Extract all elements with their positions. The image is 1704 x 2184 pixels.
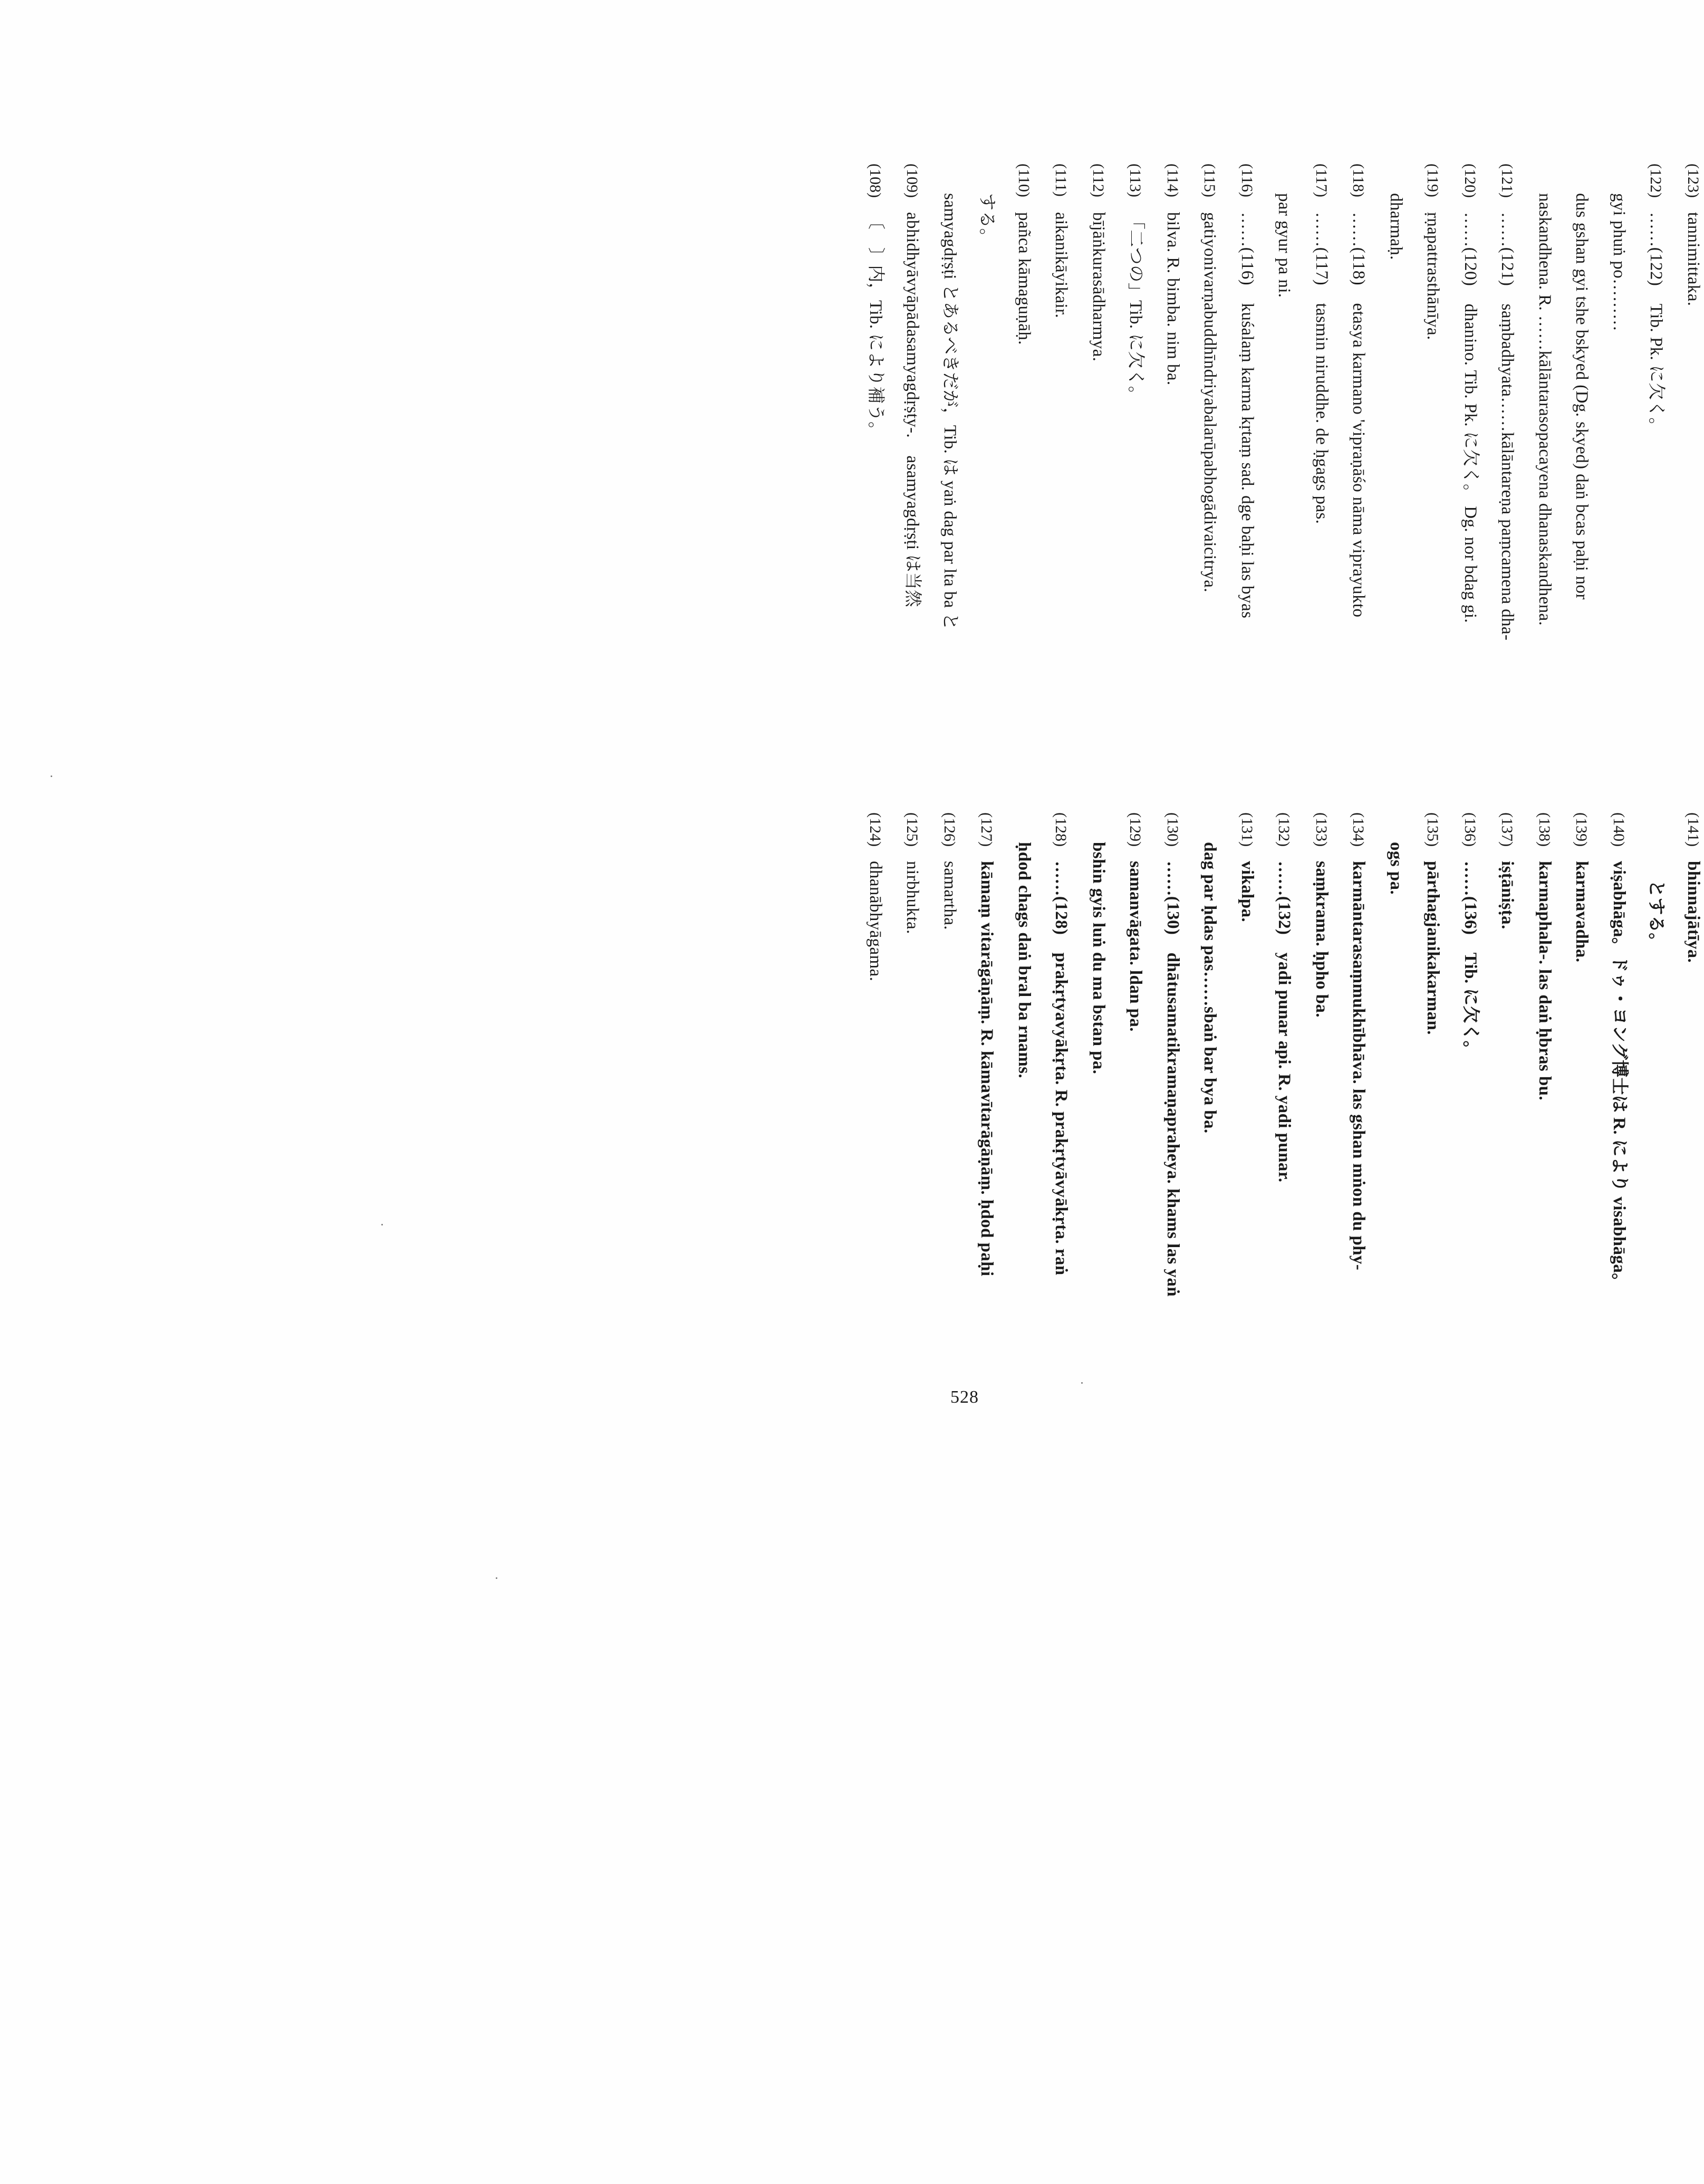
scan-speck [496, 1577, 497, 1579]
footnote-number: (119) [1424, 164, 1442, 197]
footnote-line [1497, 812, 1518, 930]
footnote-text: dus gshan gyi tshe bskyed (Dg. skyed) daṅ bcas paḥi nor [1572, 193, 1592, 600]
footnote-line [1572, 164, 1593, 600]
footnote-text: ……(117) tasmin niruddhe. de ḥgags pas. [1312, 212, 1331, 524]
footnote-text: nirbhukta. [903, 861, 922, 934]
footnote-line [1682, 164, 1704, 306]
footnote-number: (136) [1461, 812, 1479, 847]
footnote-line [1162, 164, 1183, 386]
footnote-text: ……(116) kuśalaṃ karma kṛtaṃ sad. dge baḥi las byas [1238, 212, 1257, 619]
footnote-number: (140) [1610, 812, 1628, 847]
footnote-line [1534, 164, 1555, 626]
footnote-text: する。 [977, 193, 997, 246]
footnote-number: (135) [1424, 812, 1442, 847]
footnote-number: (125) [903, 812, 921, 847]
footnote-number: (133) [1313, 812, 1330, 847]
footnote-line [1051, 812, 1072, 1275]
footnote-line [977, 164, 998, 246]
footnote-line [1459, 812, 1481, 1058]
footnote-line [1497, 164, 1518, 640]
footnote-number: (115) [1201, 164, 1219, 197]
footnote-text: bījāṅkurasādharmya. [1089, 212, 1108, 362]
footnote-line [1274, 812, 1295, 1182]
footnote-text: 「二つの」Tib. に欠く。 [1126, 212, 1145, 404]
footnote-text: ……(122) Tib. Pk. に欠く。 [1647, 212, 1666, 435]
footnote-text: iṣṭāniṣṭa. [1498, 861, 1517, 930]
footnote-number: (108) [867, 164, 884, 198]
footnote-text: dharmaḥ. [1387, 193, 1405, 260]
footnote-text: tannimittaka. [1684, 212, 1703, 306]
scan-speck [1081, 1382, 1083, 1384]
footnote-number: (121) [1498, 164, 1516, 198]
footnote-number: (132) [1275, 812, 1293, 847]
footnote-number: (117) [1313, 164, 1330, 197]
footnote-number: (137) [1498, 812, 1516, 847]
footnote-number: (112) [1090, 164, 1107, 197]
scan-speck [51, 775, 52, 777]
footnote-number: (131) [1238, 812, 1256, 847]
footnote-text: とする。 [1647, 880, 1666, 951]
footnote-number: (134) [1350, 812, 1368, 847]
footnote-line [939, 164, 960, 630]
footnote-number: (120) [1461, 164, 1479, 198]
footnote-text: par gyur pa ni. [1275, 193, 1294, 298]
footnote-text: samanvāgata. ldan pa. [1126, 861, 1145, 1032]
footnote-line [1199, 164, 1221, 592]
footnote-line [1348, 164, 1370, 617]
footnote-text: ……(128) prakṛtyavyākṛta. R. prakṛtyāvyākṛta. raṅ [1052, 861, 1071, 1276]
footnote-line [1609, 164, 1630, 331]
footnote-text: vikalpa. [1238, 861, 1257, 922]
footnote-text: pārthagjanikakarman. [1423, 861, 1443, 1035]
footnote-line [1608, 812, 1630, 1291]
footnote-text: dag par ḥdas pas……sbaṅ bar bya ba. [1200, 842, 1220, 1134]
footnote-number: (127) [978, 812, 996, 847]
footnote-number: (138) [1536, 812, 1553, 847]
footnote-line [1125, 812, 1147, 1032]
footnote-number: (129) [1127, 812, 1144, 847]
footnote-text: ṛṇapattrasthānīya. [1423, 212, 1443, 340]
footnote-number: (123) [1684, 164, 1702, 198]
footnote-text: dhanābhyāgama. [866, 861, 885, 982]
footnote-line [1422, 812, 1444, 1035]
footnote-number: (128) [1052, 812, 1070, 847]
footnote-line [1051, 164, 1072, 318]
footnote-text: 〔 〕内，Tib. により補う。 [866, 212, 885, 439]
footnote-number: (118) [1350, 164, 1368, 197]
footnote-text: viṣabhāga。ドゥ・ヨング博士は R. により visabhāga。 [1610, 861, 1629, 1291]
footnote-line [1274, 164, 1295, 298]
footnote-text: bilva. R. bimba. nim ba. [1163, 212, 1182, 386]
footnote-line [1422, 164, 1444, 340]
footnote-text: karmaphala-. las daṅ ḥbras bu. [1535, 861, 1554, 1100]
footnote-text: pañca kāmaguṇāḥ. [1015, 212, 1034, 345]
footnote-line [902, 164, 923, 607]
footnote-line [1088, 812, 1109, 1074]
footnote-line [864, 164, 886, 439]
footnote-line [1125, 164, 1147, 404]
footnote-line [1014, 812, 1035, 1078]
footnote-line [1459, 164, 1481, 623]
footnote-text: ……(121) saṃbadhyata……kālāntareṇa paṃcamena dha- [1498, 212, 1517, 641]
footnote-text: ……(130) dhātusamatikramaṇapraheya. khams las yaṅ [1163, 861, 1182, 1297]
footnote-number: (122) [1647, 164, 1665, 198]
footnote-line [939, 812, 960, 930]
footnote-line [976, 812, 998, 1276]
footnote-line [1013, 164, 1035, 345]
footnote-number: (139) [1573, 812, 1591, 847]
footnote-line [1162, 812, 1183, 1297]
footnote-text: ogs pa. [1387, 842, 1405, 895]
footnote-number: (126) [941, 812, 958, 847]
footnote-number: (141) [1684, 812, 1702, 847]
footnote-number: (113) [1127, 164, 1144, 197]
footnote-line [1087, 164, 1109, 361]
footnote-line [1385, 812, 1407, 895]
footnote-line [1348, 812, 1370, 1270]
footnote-text: gatiyonivarṇabuddhīndriyabalarūpabhogādivaicitrya. [1200, 212, 1220, 593]
footnote-text: ḥdod chags daṅ bral ba rnams. [1015, 842, 1034, 1079]
footnote-line [1385, 164, 1407, 260]
footnote-text: bshin gyis luṅ du ma bstan pa. [1089, 842, 1108, 1075]
footnote-text: ……(118) etasya karmano 'vipraṇāśo nāma viprayukto [1349, 212, 1369, 618]
footnote-text: samartha. [940, 861, 959, 930]
footnote-text: samyagdṛṣṭi とあるべきだが，Tib. は yaṅ dag par lta ba と [940, 193, 959, 630]
footnote-line [1311, 812, 1332, 1018]
footnote-line [1646, 812, 1667, 951]
footnote-text: saṃkrama. ḥpho ba. [1312, 861, 1331, 1018]
footnote-line [864, 812, 886, 981]
footnote-number: (124) [867, 812, 884, 847]
scan-speck [381, 1224, 383, 1225]
page-number: 528 [950, 1387, 979, 1407]
footnote-text: ……(132) yadi punar api. R. yadi punar. [1275, 861, 1294, 1183]
footnote-text: bhinnajātīya. [1684, 861, 1703, 963]
footnote-line [1534, 812, 1555, 1100]
footnote-line [1236, 812, 1258, 922]
footnote-number: (110) [1015, 164, 1033, 197]
footnote-line [902, 812, 923, 934]
footnote-text: ……(120) dhanino. Tib. Pk. に欠く。 Dg. nor bdag gi. [1461, 212, 1480, 623]
footnote-text: ……(136) Tib. に欠く。 [1461, 861, 1480, 1059]
footnote-text: gyi phuṅ po……… [1610, 193, 1629, 332]
footnote-number: (130) [1164, 812, 1181, 847]
footnote-number: (114) [1164, 164, 1181, 197]
footnote-number: (116) [1238, 164, 1256, 197]
footnote-text: karmāntarasaṃmukhībhāva. las gshan mṅon du phy- [1349, 861, 1369, 1271]
footnote-number: (109) [903, 164, 921, 198]
footnote-line [1236, 164, 1258, 618]
footnote-line [1200, 812, 1221, 1134]
footnote-text: aikanikāyikair. [1052, 212, 1071, 319]
footnote-text: abhidhyāvyāpādasamyagdṛṣṭy-. asamyagdṛṣṭi は当然 [903, 212, 922, 608]
footnote-line [1571, 812, 1593, 962]
footnote-line [1645, 164, 1667, 435]
footnote-text: naskandhena. R. ……kālāntarasopacayena dhanaskandhena. [1535, 193, 1554, 626]
footnote-text: kāmaṃ vitarāgāṇāṃ. R. kāmavītarāgāṇāṃ. ḥdod paḥi [977, 861, 997, 1277]
footnote-number: (111) [1052, 164, 1070, 197]
footnote-text: karmavadha. [1572, 861, 1592, 963]
footnote-line [1682, 812, 1704, 963]
footnote-line [1311, 164, 1332, 524]
